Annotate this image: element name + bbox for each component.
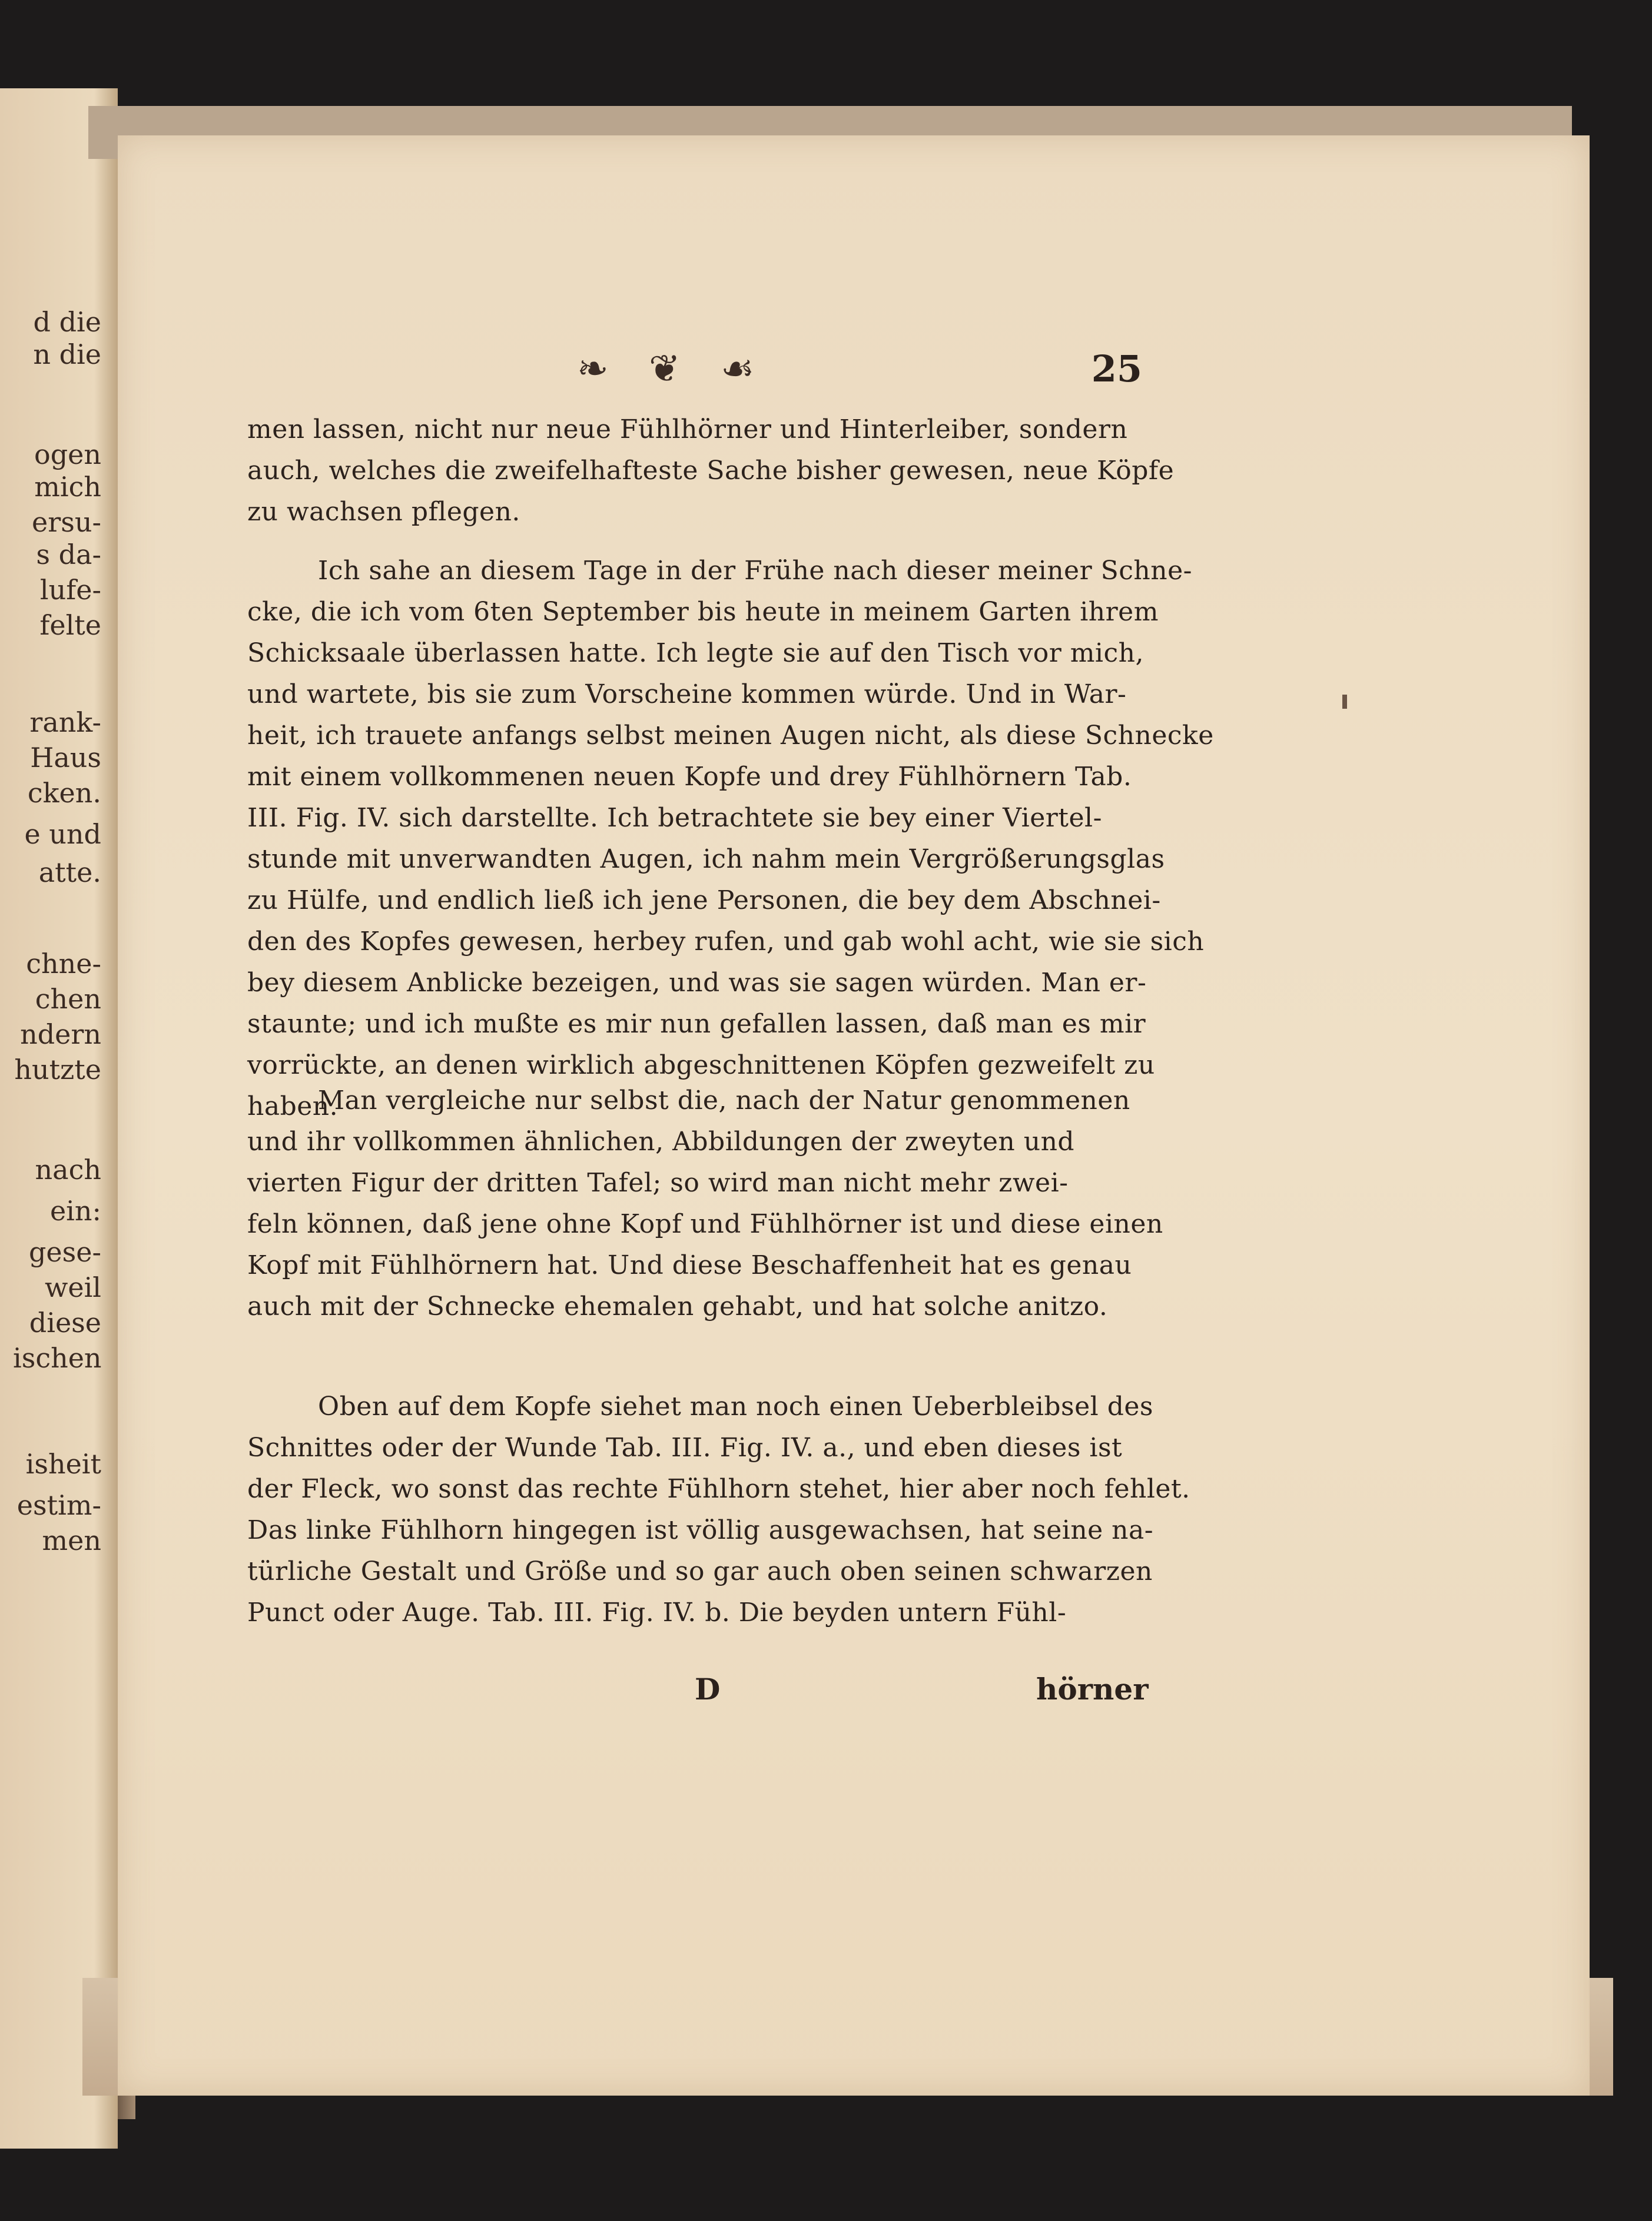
left-page-fragment: d die bbox=[33, 306, 101, 338]
left-page-fragment: weil bbox=[44, 1271, 101, 1303]
text-line: türliche Gestalt und Größe und so gar auch oben seinen schwarzen bbox=[247, 1556, 1153, 1586]
left-page-fragment: atte. bbox=[38, 856, 101, 888]
text-line: vierten Figur der dritten Tafel; so wird man nicht mehr zwei- bbox=[247, 1168, 1069, 1198]
left-page-fragment: cken. bbox=[27, 777, 101, 809]
text-line: bey diesem Anblicke bezeigen, und was sie sagen würden. Man er- bbox=[247, 968, 1147, 998]
left-page-fragment: lufe- bbox=[39, 574, 101, 606]
left-page-fragment: s da- bbox=[36, 539, 101, 570]
left-page-fragment: gese- bbox=[28, 1236, 101, 1268]
left-page-fragment: chen bbox=[35, 983, 101, 1015]
text-line: Schicksaale überlassen hatte. Ich legte sie auf den Tisch vor mich, bbox=[247, 638, 1144, 668]
text-line: men lassen, nicht nur neue Fühlhörner und Hinterleiber, sondern bbox=[247, 414, 1128, 444]
left-page-fragment: hutzte bbox=[14, 1054, 101, 1085]
text-line: heit, ich trauete anfangs selbst meinen Augen nicht, als diese Schnecke bbox=[247, 721, 1214, 751]
text-line: Ich sahe an diesem Tage in der Frühe nach dieser meiner Schne- bbox=[318, 556, 1192, 586]
ink-speck bbox=[1342, 695, 1347, 709]
left-page-fragment: diese bbox=[29, 1307, 101, 1339]
text-line: Punct oder Auge. Tab. III. Fig. IV. b. Die beyden untern Fühl- bbox=[247, 1598, 1067, 1628]
left-page-fragment: mich bbox=[34, 471, 101, 503]
text-line: Oben auf dem Kopfe siehet man noch einen Ueberbleibsel des bbox=[318, 1392, 1153, 1422]
left-page-fragment: ndern bbox=[20, 1018, 101, 1050]
header-ornament: ❧ ❦ ☙ bbox=[577, 347, 769, 391]
text-line: Das linke Fühlhorn hingegen ist völlig ausgewachsen, hat seine na- bbox=[247, 1515, 1154, 1545]
text-line: auch, welches die zweifelhafteste Sache bisher gewesen, neue Köpfe bbox=[247, 456, 1175, 486]
catchword: hörner bbox=[1036, 1672, 1149, 1707]
left-page-fragment: e und bbox=[24, 818, 101, 850]
text-line: haben. bbox=[247, 1091, 339, 1121]
text-line: vorrückte, an denen wirklich abgeschnittenen Köpfen gezweifelt zu bbox=[247, 1050, 1155, 1080]
left-page-fragment: men bbox=[42, 1525, 101, 1556]
text-line: III. Fig. IV. sich darstellte. Ich betrachtete sie bey einer Viertel- bbox=[247, 803, 1102, 833]
left-page-fragment: nach bbox=[35, 1154, 101, 1186]
text-line: der Fleck, wo sonst das rechte Fühlhorn stehet, hier aber noch fehlet. bbox=[247, 1474, 1190, 1504]
text-line: und ihr vollkommen ähnlichen, Abbildungen der zweyten und bbox=[247, 1127, 1075, 1157]
text-line: zu Hülfe, und endlich ließ ich jene Personen, die bey dem Abschnei- bbox=[247, 885, 1161, 915]
text-line: mit einem vollkommenen neuen Kopfe und drey Fühlhörnern Tab. bbox=[247, 762, 1132, 792]
left-page-fragment: ersu- bbox=[32, 506, 101, 538]
left-page-fragment: rank- bbox=[29, 706, 101, 738]
text-line: zu wachsen pflegen. bbox=[247, 497, 520, 527]
left-page-fragment: estim- bbox=[16, 1489, 101, 1521]
text-line: staunte; und ich mußte es mir nun gefallen lassen, daß man es mir bbox=[247, 1009, 1146, 1039]
left-page-fragment: ogen bbox=[34, 439, 101, 470]
text-line: Kopf mit Fühlhörnern hat. Und diese Beschaffenheit hat es genau bbox=[247, 1250, 1132, 1280]
text-line: Man vergleiche nur selbst die, nach der Natur genommenen bbox=[318, 1085, 1130, 1116]
left-page-fragment: isheit bbox=[25, 1448, 101, 1480]
text-line: feln können, daß jene ohne Kopf und Fühlhörner ist und diese einen bbox=[247, 1209, 1163, 1239]
left-page-fragment: ein: bbox=[49, 1195, 101, 1227]
left-page-fragment: ischen bbox=[13, 1342, 102, 1374]
text-line: auch mit der Schnecke ehemalen gehabt, und hat solche anitzo. bbox=[247, 1292, 1108, 1322]
left-page-fragment: chne- bbox=[26, 948, 101, 980]
left-page-fragment: felte bbox=[39, 609, 101, 641]
left-page-edge bbox=[0, 88, 118, 2149]
page-number: 25 bbox=[1091, 347, 1142, 390]
text-line: Schnittes oder der Wunde Tab. III. Fig. IV. a., und eben dieses ist bbox=[247, 1433, 1123, 1463]
text-line: cke, die ich vom 6ten September bis heute in meinem Garten ihrem bbox=[247, 597, 1159, 627]
left-page-fragment: n die bbox=[33, 338, 101, 370]
text-line: und wartete, bis sie zum Vorscheine kommen würde. Und in War- bbox=[247, 679, 1127, 709]
text-line: den des Kopfes gewesen, herbey rufen, und gab wohl acht, wie sie sich bbox=[247, 927, 1205, 957]
page-header bbox=[577, 347, 1154, 389]
text-line: stunde mit unverwandten Augen, ich nahm mein Vergrößerungsglas bbox=[247, 844, 1165, 874]
signature-mark: D bbox=[695, 1672, 721, 1707]
left-page-fragment: Haus bbox=[30, 742, 101, 773]
